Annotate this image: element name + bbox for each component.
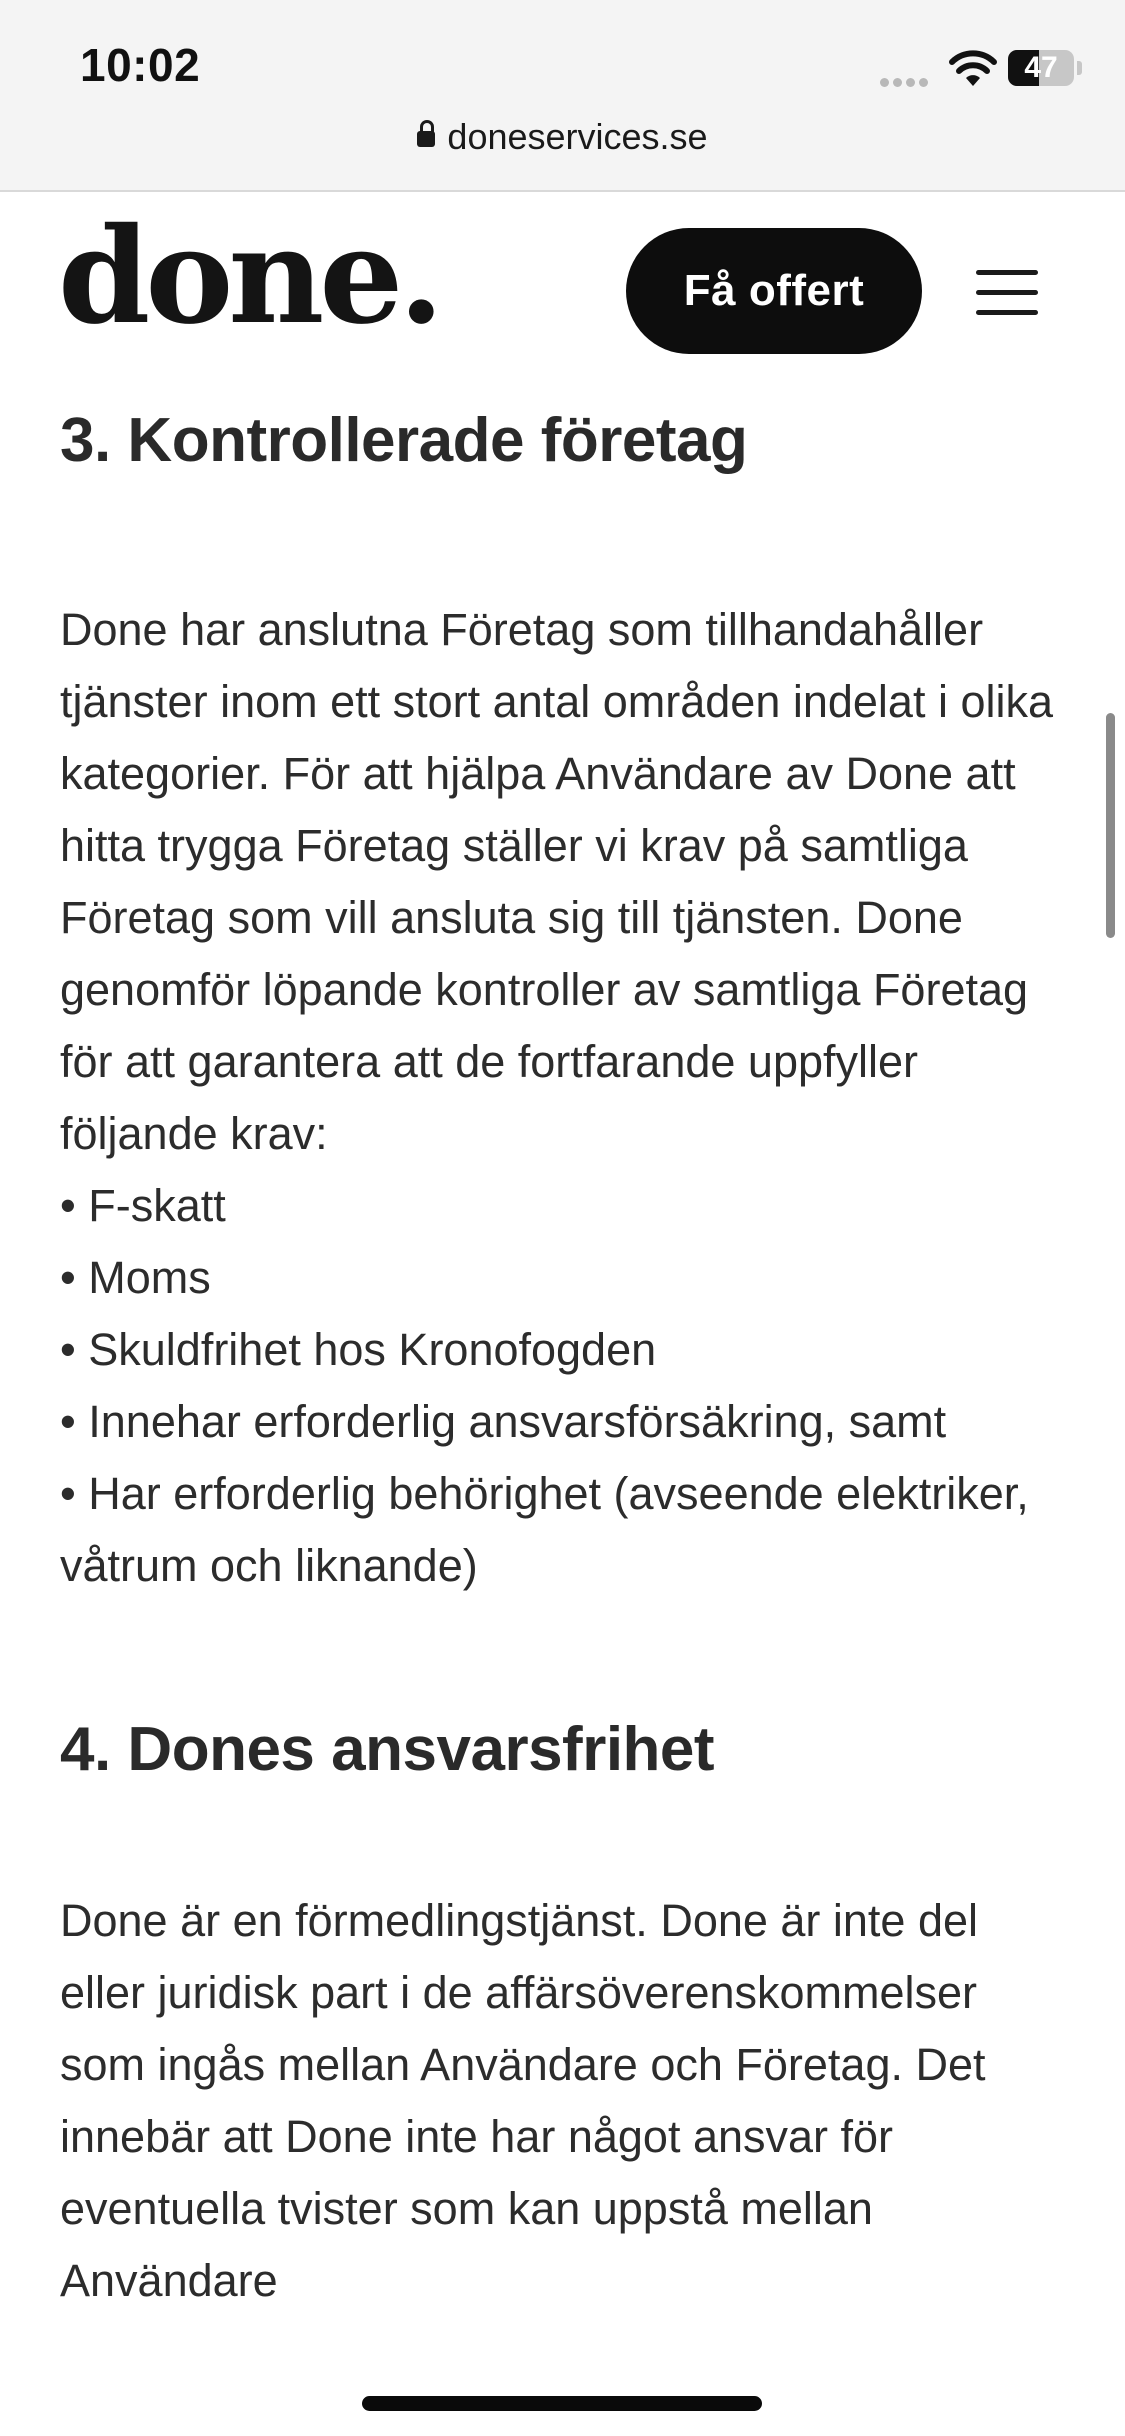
url-text: doneservices.se	[447, 116, 708, 157]
status-time: 10:02	[80, 39, 201, 91]
wifi-icon	[948, 48, 998, 88]
get-quote-button[interactable]: Få offert	[626, 228, 922, 354]
section-paragraph: Done har anslutna Företag som tillhandahåller tjänster inom ett stort antal områden indelat i olika kategorier. För att hjälpa Användare av Done att hitta trygga Företag ställer vi krav på samtliga Företag som vill ansluta sig till tjänsten. Done genomför löpande kontroller av samtliga Företag för att garantera att de fortfarande uppfyller följande krav:	[60, 604, 1054, 1159]
list-item: • Har erforderlig behörighet (avseende elektriker, våtrum och liknande)	[60, 1468, 1029, 1591]
list-item: • Moms	[60, 1252, 211, 1303]
address-bar[interactable]	[0, 116, 1125, 158]
section-heading: 3. Kontrollerade företag	[60, 406, 748, 475]
lock-icon	[417, 131, 435, 147]
terms-content	[60, 405, 1060, 2317]
battery-cap	[1077, 61, 1082, 75]
cellular-signal-icon	[880, 74, 936, 86]
section-paragraph: Done är en förmedlingstjänst. Done är inte del eller juridisk part i de affärsöverenskommelser som ingås mellan Användare och Företag. Det innebär att Done inte har något ansvar för eventuella tvister som kan uppstå mellan Användare	[60, 1895, 986, 2306]
requirements-list	[60, 1170, 1060, 1602]
browser-chrome	[0, 0, 1125, 192]
list-item: • Skuldfrihet hos Kronofogden	[60, 1324, 657, 1375]
list-item: • F-skatt	[60, 1180, 226, 1231]
scrollbar[interactable]	[1106, 713, 1115, 938]
home-indicator[interactable]	[362, 2396, 762, 2411]
logo[interactable]: done.	[58, 199, 440, 354]
battery-icon	[1008, 50, 1074, 86]
battery-level: 47	[1024, 51, 1058, 84]
list-item: • Innehar erforderlig ansvarsförsäkring, samt	[60, 1396, 947, 1447]
section-heading: 4. Dones ansvarsfrihet	[60, 1715, 715, 1784]
site-header	[0, 192, 1125, 392]
hamburger-menu-icon[interactable]	[976, 270, 1038, 316]
